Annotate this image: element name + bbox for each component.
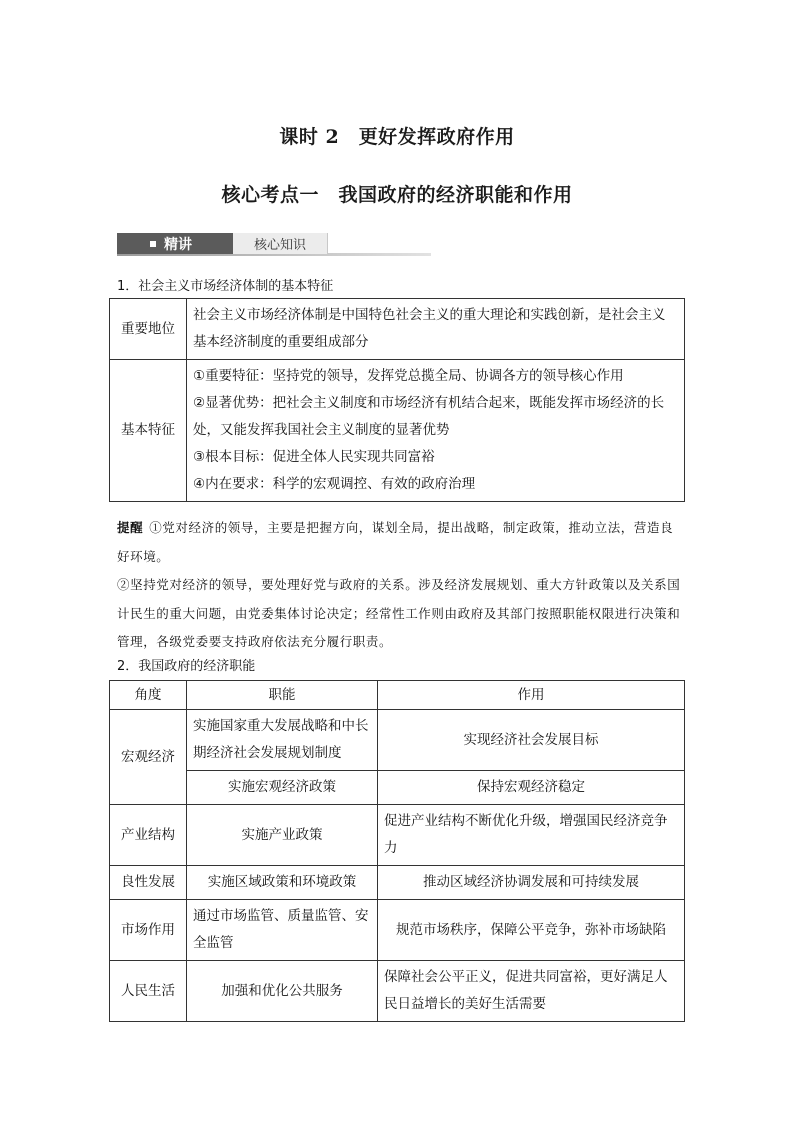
effect-cell: 促进产业结构不断优化升级，增强国民经济竞争力 — [378, 805, 685, 866]
angle-cell: 产业结构 — [110, 805, 187, 866]
section-banner — [117, 232, 431, 256]
tip-label: 提醒 — [117, 520, 144, 535]
table-row — [110, 360, 685, 502]
column-header: 职能 — [187, 681, 378, 710]
content-line: ②显著优势：把社会主义制度和市场经济有机结合起来，既能发挥市场经济的长处，又能发挥我国社会主义制度的显著优势 — [193, 395, 665, 438]
effect-cell: 推动区域经济协调发展和可持续发展 — [378, 866, 685, 900]
table-row — [110, 866, 685, 900]
banner-primary — [117, 233, 233, 254]
column-header: 作用 — [378, 681, 685, 710]
tip-text-1: ①党对经济的领导，主要是把握方向，谋划全局，提出战略，制定政策，推动立法，营造良好环境。 — [117, 520, 674, 564]
table-row — [110, 900, 685, 961]
content-line: 社会主义市场经济体制是中国特色社会主义的重大理论和实践创新，是社会主义基本经济制度的重要组成部分 — [193, 307, 666, 350]
lesson-title: 课时 2 更好发挥政府作用 — [279, 126, 515, 148]
banner-primary-label: 精讲 — [164, 236, 192, 253]
column-header: 角度 — [110, 681, 187, 710]
row-label: 重要地位 — [110, 299, 187, 360]
function-cell: 实施产业政策 — [187, 805, 378, 866]
banner-secondary: 核心知识 — [233, 233, 328, 254]
function-cell: 实施区域政策和环境政策 — [187, 866, 378, 900]
function-cell: 实施宏观经济政策 — [187, 771, 378, 805]
effect-cell: 保障社会公平正义，促进共同富裕，更好满足人民日益增长的美好生活需要 — [378, 961, 685, 1022]
functions-table — [109, 680, 685, 1022]
table-row — [110, 299, 685, 360]
row-content — [187, 360, 685, 502]
part2-heading: 2．我国政府的经济职能 — [117, 659, 256, 674]
effect-cell: 规范市场秩序，保障公平竞争，弥补市场缺陷 — [378, 900, 685, 961]
table-row — [110, 710, 685, 771]
tip-box — [117, 514, 685, 657]
function-cell: 通过市场监管、质量监管、安全监管 — [187, 900, 378, 961]
effect-cell: 保持宏观经济稳定 — [378, 771, 685, 805]
tip-paragraph — [117, 514, 685, 571]
table-row — [110, 805, 685, 866]
row-label: 基本特征 — [110, 360, 187, 502]
angle-cell: 人民生活 — [110, 961, 187, 1022]
table-row — [110, 961, 685, 1022]
function-cell: 实施国家重大发展战略和中长期经济社会发展规划制度 — [187, 710, 378, 771]
effect-cell: 实现经济社会发展目标 — [378, 710, 685, 771]
table-header-row — [110, 681, 685, 710]
content-line: ③根本目标：促进全体人民实现共同富裕 — [193, 449, 435, 465]
features-table — [109, 298, 685, 502]
square-bullet-icon — [150, 241, 156, 247]
angle-cell: 良性发展 — [110, 866, 187, 900]
angle-cell: 宏观经济 — [110, 710, 187, 805]
angle-cell: 市场作用 — [110, 900, 187, 961]
tip-text-2: ②坚持党对经济的领导，要处理好党与政府的关系。涉及经济发展规划、重大方针政策以及关系国计民生的重大问题，由党委集体讨论决定；经常性工作则由政府及其部门按照职能权限进行决策和管理，各级党委要支持政府依法充分履行职责。 — [117, 577, 681, 649]
function-cell: 加强和优化公共服务 — [187, 961, 378, 1022]
content-line: ①重要特征：坚持党的领导，发挥党总揽全局、协调各方的领导核心作用 — [193, 368, 624, 384]
row-content — [187, 299, 685, 360]
section-title: 核心考点一 我国政府的经济职能和作用 — [221, 184, 573, 206]
part1-heading: 1．社会主义市场经济体制的基本特征 — [117, 279, 334, 294]
table-row — [110, 771, 685, 805]
content-line: ④内在要求：科学的宏观调控、有效的政府治理 — [193, 476, 476, 492]
